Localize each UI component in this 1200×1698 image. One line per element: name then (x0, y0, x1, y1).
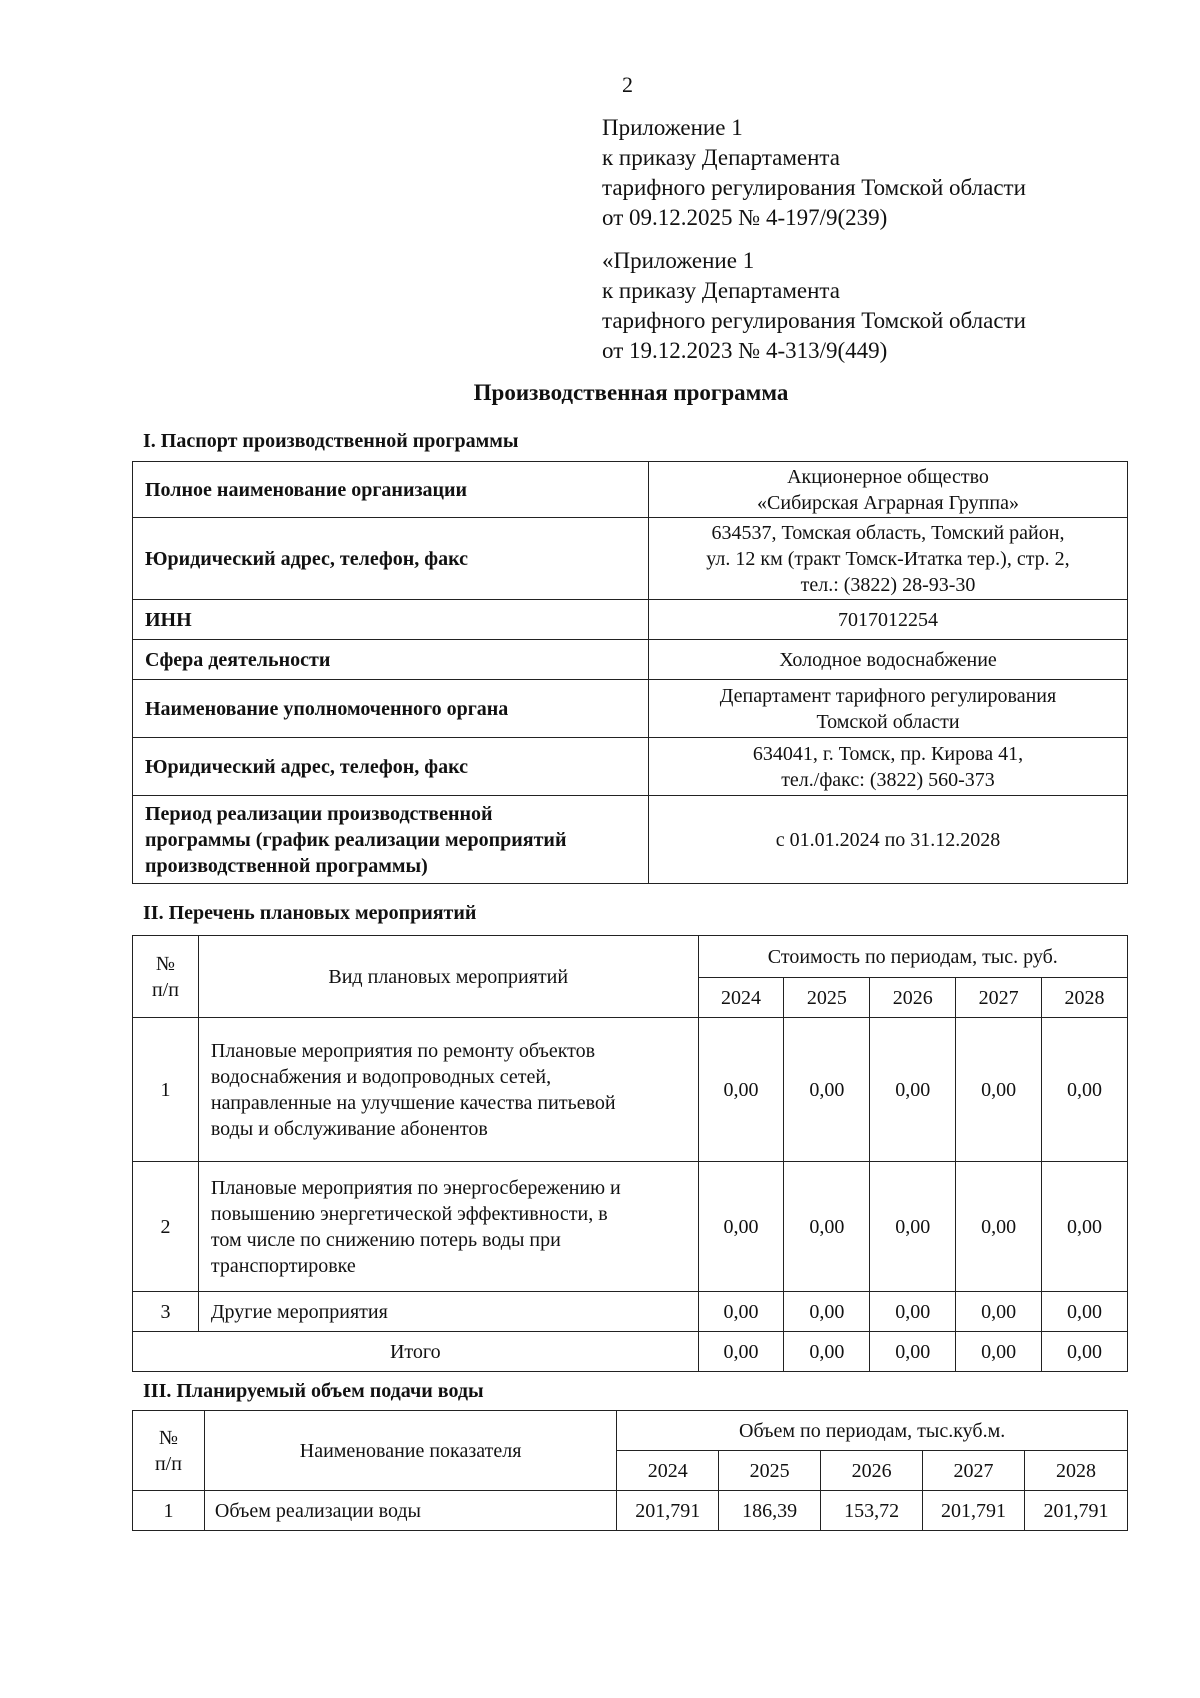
total-label: Итого (133, 1332, 699, 1372)
header-line: п/п (151, 978, 179, 1001)
table-row (133, 738, 1128, 796)
cost-cell: 0,00 (870, 1292, 956, 1332)
cost-cell: 0,00 (698, 1292, 784, 1332)
total-cell: 0,00 (1042, 1332, 1128, 1372)
year-header: 2026 (870, 978, 956, 1018)
row-value (649, 796, 1128, 884)
year-header: 2026 (821, 1451, 923, 1491)
value-line: ул. 12 км (тракт Томск-Итатка тер.), стр. 2, (706, 547, 1070, 570)
cost-cell: 0,00 (1042, 1292, 1128, 1332)
total-cell: 0,00 (956, 1332, 1042, 1372)
cost-cell: 0,00 (956, 1292, 1042, 1332)
cost-cell: 0,00 (698, 1162, 784, 1292)
appendix-line: тарифного регулирования Томской области (602, 175, 1026, 200)
table-row (133, 1162, 1128, 1292)
desc-line: Другие мероприятия (210, 1300, 388, 1323)
desc-line: водоснабжения и водопроводных сетей, (210, 1065, 552, 1088)
year-header: 2028 (1042, 978, 1128, 1018)
column-header-number (133, 936, 199, 1018)
desc-line: воды и обслуживание абонентов (210, 1117, 488, 1140)
appendix-line: от 09.12.2025 № 4-197/9(239) (602, 205, 888, 230)
row-description (198, 1162, 698, 1292)
value-line: Акционерное общество (787, 465, 989, 488)
cost-cell: 0,00 (698, 1018, 784, 1162)
row-value (649, 600, 1128, 640)
column-header-type: Вид плановых мероприятий (198, 936, 698, 1018)
appendix-current (602, 113, 1026, 233)
volume-cell: 153,72 (821, 1491, 923, 1531)
table-row (133, 1018, 1128, 1162)
row-description (198, 1018, 698, 1162)
desc-line: том числе по снижению потерь воды при (210, 1228, 561, 1251)
page-title: Производственная программа (473, 380, 789, 405)
row-value (649, 680, 1128, 738)
value-line: 634537, Томская область, Томский район, (711, 521, 1065, 544)
value-line: Департамент тарифного регулирования (719, 684, 1057, 707)
row-number: 1 (133, 1491, 205, 1531)
row-description: Объем реализации воды (204, 1491, 616, 1531)
appendix-line: тарифного регулирования Томской области (602, 308, 1026, 333)
row-value (649, 738, 1128, 796)
table-row (133, 1491, 1128, 1531)
year-header: 2028 (1025, 1451, 1128, 1491)
cost-cell: 0,00 (870, 1018, 956, 1162)
table-row (133, 680, 1128, 738)
row-description (198, 1292, 698, 1332)
year-header: 2025 (719, 1451, 821, 1491)
row-value (649, 640, 1128, 680)
cost-cell: 0,00 (1042, 1162, 1128, 1292)
total-cell: 0,00 (870, 1332, 956, 1372)
volume-table (132, 1410, 1128, 1531)
label-line: программы (график реализации мероприятий (145, 828, 567, 851)
row-number: 2 (133, 1162, 199, 1292)
row-number: 1 (133, 1018, 199, 1162)
table-row (133, 1292, 1128, 1332)
volume-cell: 201,791 (617, 1491, 719, 1531)
table-row (133, 462, 1128, 518)
desc-line: транспортировке (210, 1254, 356, 1277)
cost-cell: 0,00 (784, 1292, 870, 1332)
cost-cell: 0,00 (956, 1162, 1042, 1292)
total-cell: 0,00 (698, 1332, 784, 1372)
column-header-indicator: Наименование показателя (204, 1411, 616, 1491)
appendix-line: от 19.12.2023 № 4-313/9(449) (602, 338, 888, 363)
year-header: 2025 (784, 978, 870, 1018)
column-header-cost: Стоимость по периодам, тыс. руб. (698, 936, 1127, 978)
value-line: 634041, г. Томск, пр. Кирова 41, (752, 742, 1024, 765)
cost-cell: 0,00 (784, 1162, 870, 1292)
row-label (133, 796, 649, 884)
table-row (133, 518, 1128, 600)
appendix-line: Приложение 1 (602, 115, 743, 140)
appendix-line: «Приложение 1 (602, 248, 755, 273)
table-header-row (133, 1411, 1128, 1451)
volume-cell: 201,791 (923, 1491, 1025, 1531)
year-header: 2024 (698, 978, 784, 1018)
volume-cell: 186,39 (719, 1491, 821, 1531)
cost-cell: 0,00 (956, 1018, 1042, 1162)
column-header-volume: Объем по периодам, тыс.куб.м. (617, 1411, 1128, 1451)
desc-line: повышению энергетической эффективности, в (210, 1202, 608, 1225)
value-line: 7017012254 (838, 608, 938, 631)
value-line: тел./факс: (3822) 560-373 (781, 768, 995, 791)
year-header: 2027 (956, 978, 1042, 1018)
value-line: Холодное водоснабжение (779, 648, 997, 671)
year-header: 2024 (617, 1451, 719, 1491)
row-number: 3 (133, 1292, 199, 1332)
year-header: 2027 (923, 1451, 1025, 1491)
page-number: 2 (622, 72, 633, 97)
appendix-line: к приказу Департамента (602, 145, 840, 170)
table-header-row (133, 936, 1128, 978)
section-1-title: I. Паспорт производственной программы (143, 430, 519, 452)
header-line: п/п (154, 1452, 182, 1475)
row-label: Полное наименование организации (133, 462, 649, 518)
value-line: «Сибирская Аграрная Группа» (757, 491, 1019, 514)
label-line: Период реализации производственной (145, 802, 493, 825)
table-row (133, 600, 1128, 640)
value-line: Томской области (816, 710, 960, 733)
header-line: № (158, 1426, 178, 1449)
row-label: Юридический адрес, телефон, факс (133, 738, 649, 796)
total-row (133, 1332, 1128, 1372)
cost-cell: 0,00 (784, 1018, 870, 1162)
row-label: ИНН (133, 600, 649, 640)
appendix-line: к приказу Департамента (602, 278, 840, 303)
total-cell: 0,00 (784, 1332, 870, 1372)
desc-line: Плановые мероприятия по ремонту объектов (210, 1039, 596, 1062)
header-line: № (155, 952, 175, 975)
table-row (133, 640, 1128, 680)
row-value (649, 518, 1128, 600)
measures-table (132, 935, 1128, 1372)
value-line: тел.: (3822) 28-93-30 (800, 573, 976, 596)
appendix-previous (602, 246, 1026, 366)
row-label: Юридический адрес, телефон, факс (133, 518, 649, 600)
cost-cell: 0,00 (870, 1162, 956, 1292)
section-2-title: II. Перечень плановых мероприятий (143, 902, 477, 924)
volume-cell: 201,791 (1025, 1491, 1128, 1531)
row-label: Наименование уполномоченного органа (133, 680, 649, 738)
row-label: Сфера деятельности (133, 640, 649, 680)
label-line: производственной программы) (145, 854, 428, 877)
value-line: с 01.01.2024 по 31.12.2028 (775, 828, 1001, 851)
table-row (133, 796, 1128, 884)
passport-table (132, 461, 1128, 884)
row-value (649, 462, 1128, 518)
column-header-number (133, 1411, 205, 1491)
section-3-title: III. Планируемый объем подачи воды (143, 1380, 484, 1402)
desc-line: направленные на улучшение качества питьевой (210, 1091, 616, 1114)
cost-cell: 0,00 (1042, 1018, 1128, 1162)
desc-line: Плановые мероприятия по энергосбережению и (210, 1176, 621, 1199)
